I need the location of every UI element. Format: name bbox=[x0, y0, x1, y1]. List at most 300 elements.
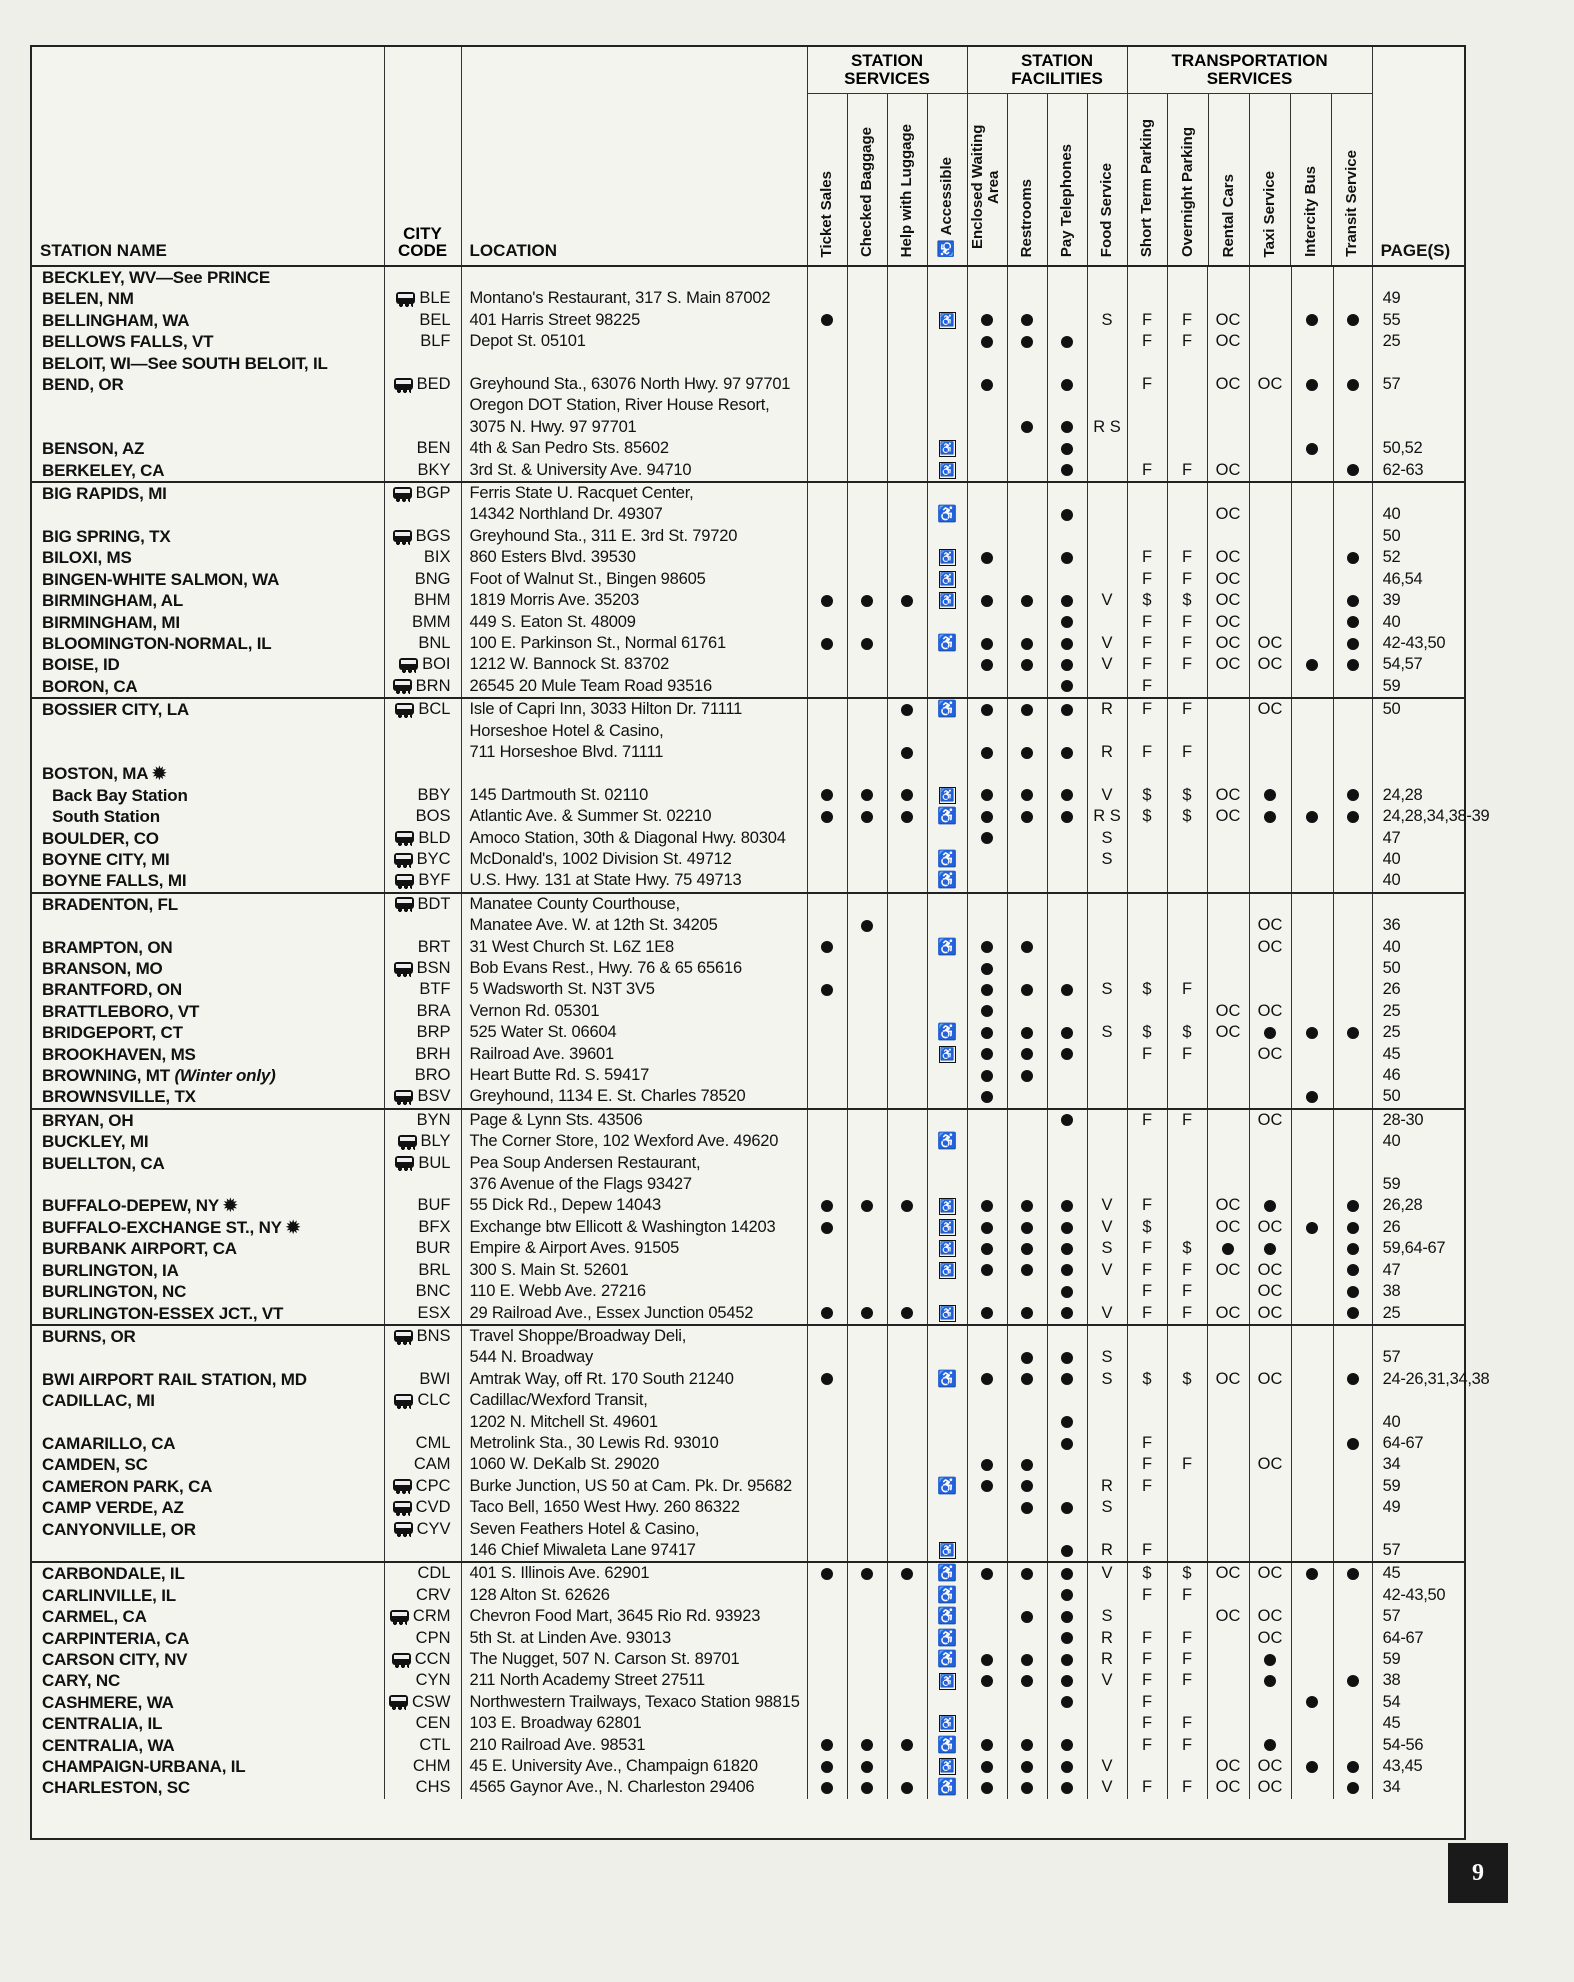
station-name-text: BIRMINGHAM, MI bbox=[42, 612, 180, 632]
pages: 57 bbox=[1372, 1540, 1464, 1562]
service-cell bbox=[1333, 395, 1372, 416]
service-cell bbox=[967, 1131, 1007, 1152]
service-cell bbox=[1007, 1497, 1047, 1518]
service-cell bbox=[927, 958, 967, 979]
table-row bbox=[32, 1777, 1464, 1798]
service-cell bbox=[967, 569, 1007, 590]
pages bbox=[1372, 763, 1464, 784]
service-cell bbox=[1127, 849, 1167, 870]
available-dot-icon bbox=[1306, 1696, 1318, 1708]
pages: 38 bbox=[1372, 1670, 1464, 1691]
service-cell bbox=[1207, 1217, 1249, 1238]
service-cell bbox=[1047, 915, 1087, 936]
accessible-icon: ♿ bbox=[937, 938, 957, 956]
service-cell bbox=[1291, 915, 1333, 936]
available-dot-icon bbox=[981, 832, 993, 844]
service-cell bbox=[1207, 1325, 1249, 1347]
service-code: F bbox=[1181, 612, 1193, 631]
service-cell bbox=[847, 1670, 887, 1691]
service-cell bbox=[1087, 1153, 1127, 1174]
service-cell bbox=[1047, 1001, 1087, 1022]
city-code bbox=[384, 1476, 461, 1497]
service-cell bbox=[1007, 1347, 1047, 1368]
service-cell bbox=[887, 1001, 927, 1022]
city-code bbox=[384, 590, 461, 611]
service-cell bbox=[847, 1281, 887, 1302]
service-code: $ bbox=[1142, 1369, 1152, 1388]
city-code bbox=[384, 1238, 461, 1259]
service-code: $ bbox=[1182, 1369, 1192, 1388]
service-cell bbox=[1207, 1086, 1249, 1108]
city-code-text: CRM bbox=[412, 1607, 451, 1626]
available-dot-icon bbox=[1061, 1200, 1073, 1212]
city-code bbox=[384, 353, 461, 374]
service-code: R bbox=[1101, 1476, 1113, 1495]
service-cell bbox=[887, 1109, 927, 1131]
service-cell bbox=[1047, 893, 1087, 915]
location: 29 Railroad Ave., Essex Junction 05452 bbox=[461, 1303, 807, 1325]
service-cell bbox=[927, 1347, 967, 1368]
service-cell bbox=[887, 676, 927, 698]
pages: 40 bbox=[1372, 870, 1464, 892]
pages: 28-30 bbox=[1372, 1109, 1464, 1131]
location: 4565 Gaynor Ave., N. Charleston 29406 bbox=[461, 1777, 807, 1798]
station-name bbox=[32, 266, 384, 288]
service-cell bbox=[887, 742, 927, 763]
available-dot-icon bbox=[861, 1761, 873, 1773]
city-code-text: CYN bbox=[415, 1671, 451, 1690]
table-row bbox=[32, 1412, 1464, 1433]
service-code: OC bbox=[1215, 505, 1241, 524]
service-cell bbox=[1333, 266, 1372, 288]
pages: 25 bbox=[1372, 1001, 1464, 1022]
available-dot-icon bbox=[1021, 659, 1033, 671]
service-cell bbox=[1249, 1692, 1291, 1713]
available-dot-icon bbox=[1347, 1286, 1359, 1298]
city-code-text: BNL bbox=[418, 633, 451, 652]
table-row bbox=[32, 1713, 1464, 1734]
table-row bbox=[32, 1476, 1464, 1497]
table-row bbox=[32, 958, 1464, 979]
service-cell bbox=[887, 1303, 927, 1325]
service-code: F bbox=[1181, 1671, 1193, 1690]
city-code bbox=[384, 1369, 461, 1390]
service-code: OC bbox=[1215, 1564, 1241, 1583]
header-taxi-service: Taxi Service bbox=[1260, 170, 1278, 257]
table-row bbox=[32, 1001, 1464, 1022]
station-name bbox=[32, 654, 384, 675]
service-cell bbox=[927, 590, 967, 611]
service-cell bbox=[1207, 1195, 1249, 1216]
service-cell bbox=[1087, 1347, 1127, 1368]
available-dot-icon bbox=[1061, 1114, 1073, 1126]
service-cell bbox=[1087, 438, 1127, 459]
service-cell bbox=[887, 1777, 927, 1798]
available-dot-icon bbox=[1264, 1027, 1276, 1039]
city-code bbox=[384, 1131, 461, 1152]
service-cell bbox=[1127, 1044, 1167, 1065]
available-dot-icon bbox=[1264, 811, 1276, 823]
service-cell bbox=[1249, 1044, 1291, 1065]
service-cell bbox=[1047, 828, 1087, 849]
pages: 34 bbox=[1372, 1777, 1464, 1798]
table-row bbox=[32, 1519, 1464, 1540]
service-cell bbox=[967, 1153, 1007, 1174]
service-cell bbox=[1333, 1065, 1372, 1086]
service-cell bbox=[1249, 331, 1291, 352]
service-cell bbox=[1333, 1174, 1372, 1195]
location: Manatee Ave. W. at 12th St. 34205 bbox=[461, 915, 807, 936]
service-cell bbox=[927, 1065, 967, 1086]
service-code: F bbox=[1181, 1628, 1193, 1647]
service-cell bbox=[1007, 1001, 1047, 1022]
service-cell bbox=[967, 331, 1007, 352]
station-name bbox=[32, 310, 384, 331]
service-cell bbox=[1167, 1217, 1207, 1238]
service-cell bbox=[927, 1260, 967, 1281]
station-name-text: BENSON, AZ bbox=[42, 439, 145, 459]
service-cell bbox=[1087, 1713, 1127, 1734]
service-code: OC bbox=[1215, 1196, 1241, 1215]
station-name-text: BIG RAPIDS, MI bbox=[42, 484, 167, 504]
service-cell bbox=[1087, 676, 1127, 698]
city-code bbox=[384, 698, 461, 720]
service-cell bbox=[967, 1433, 1007, 1454]
station-name-text: BUCKLEY, MI bbox=[42, 1132, 149, 1152]
pages: 57 bbox=[1372, 1606, 1464, 1627]
timetable-page bbox=[30, 45, 1490, 1840]
service-cell bbox=[1047, 849, 1087, 870]
location: Foot of Walnut St., Bingen 98605 bbox=[461, 569, 807, 590]
service-cell bbox=[847, 1238, 887, 1259]
service-cell bbox=[807, 1086, 847, 1108]
station-name bbox=[32, 915, 384, 936]
service-cell bbox=[927, 1585, 967, 1606]
station-name bbox=[32, 482, 384, 504]
service-cell bbox=[1127, 460, 1167, 482]
pages: 40 bbox=[1372, 612, 1464, 633]
group-station-services: STATION SERVICES bbox=[808, 47, 967, 94]
service-cell bbox=[807, 1756, 847, 1777]
service-cell bbox=[1249, 569, 1291, 590]
service-cell bbox=[1047, 288, 1087, 309]
service-cell bbox=[1087, 417, 1127, 438]
service-cell bbox=[1291, 1174, 1333, 1195]
city-code bbox=[384, 266, 461, 288]
service-cell bbox=[1087, 1195, 1127, 1216]
service-cell bbox=[1087, 1476, 1127, 1497]
service-cell bbox=[1087, 698, 1127, 720]
service-cell bbox=[1167, 1347, 1207, 1368]
service-code: OC bbox=[1215, 1023, 1241, 1042]
city-code bbox=[384, 1022, 461, 1043]
service-cell bbox=[1127, 1065, 1167, 1086]
service-cell bbox=[1167, 438, 1207, 459]
service-cell bbox=[1207, 1649, 1249, 1670]
service-cell bbox=[807, 828, 847, 849]
service-cell bbox=[1207, 958, 1249, 979]
available-dot-icon bbox=[1021, 1352, 1033, 1364]
available-dot-icon bbox=[1021, 984, 1033, 996]
service-cell bbox=[847, 849, 887, 870]
location: Horseshoe Hotel & Casino, bbox=[461, 721, 807, 742]
service-cell bbox=[1333, 1649, 1372, 1670]
station-name-text: BELLOWS FALLS, VT bbox=[42, 332, 214, 352]
service-code: R S bbox=[1093, 807, 1121, 826]
service-cell bbox=[887, 1086, 927, 1108]
available-dot-icon bbox=[981, 1373, 993, 1385]
service-cell bbox=[887, 1756, 927, 1777]
service-cell bbox=[1007, 1022, 1047, 1043]
table-row bbox=[32, 1649, 1464, 1670]
service-cell bbox=[927, 460, 967, 482]
table-row bbox=[32, 1347, 1464, 1368]
service-cell bbox=[847, 763, 887, 784]
service-cell bbox=[1249, 1540, 1291, 1562]
service-cell bbox=[1167, 1086, 1207, 1108]
accessible-boxed-icon: ♿ bbox=[939, 787, 955, 802]
service-cell bbox=[847, 1735, 887, 1756]
service-cell bbox=[927, 1692, 967, 1713]
station-name bbox=[32, 1670, 384, 1691]
service-cell bbox=[1047, 569, 1087, 590]
station-name bbox=[32, 569, 384, 590]
service-cell bbox=[927, 1540, 967, 1562]
available-dot-icon bbox=[1347, 464, 1359, 476]
service-cell bbox=[847, 590, 887, 611]
station-name-text: BOISE, ID bbox=[42, 655, 120, 675]
service-cell bbox=[1007, 1390, 1047, 1411]
service-cell bbox=[847, 893, 887, 915]
service-cell bbox=[1047, 1325, 1087, 1347]
service-cell bbox=[927, 1476, 967, 1497]
service-cell bbox=[1047, 1086, 1087, 1108]
service-code: F bbox=[1141, 633, 1153, 652]
service-cell bbox=[1249, 958, 1291, 979]
service-code: OC bbox=[1257, 1628, 1283, 1647]
service-cell bbox=[1127, 1692, 1167, 1713]
service-cell bbox=[1167, 1303, 1207, 1325]
service-cell bbox=[847, 828, 887, 849]
available-dot-icon bbox=[1021, 1611, 1033, 1623]
service-cell bbox=[1127, 612, 1167, 633]
service-code: R bbox=[1101, 742, 1113, 761]
available-dot-icon bbox=[1347, 1200, 1359, 1212]
service-cell bbox=[1333, 893, 1372, 915]
service-cell bbox=[807, 1065, 847, 1086]
service-cell bbox=[1127, 1628, 1167, 1649]
service-cell bbox=[1207, 1777, 1249, 1798]
header-pay-telephones: Pay Telephones bbox=[1058, 143, 1075, 257]
city-code bbox=[384, 1713, 461, 1734]
pages: 26 bbox=[1372, 979, 1464, 1000]
location: 860 Esters Blvd. 39530 bbox=[461, 547, 807, 568]
table-row bbox=[32, 417, 1464, 438]
service-cell bbox=[1207, 979, 1249, 1000]
table-row bbox=[32, 870, 1464, 892]
service-cell bbox=[1047, 979, 1087, 1000]
location: 146 Chief Miwaleta Lane 97417 bbox=[461, 1540, 807, 1562]
location: 544 N. Broadway bbox=[461, 1347, 807, 1368]
service-cell bbox=[1333, 612, 1372, 633]
service-cell bbox=[1333, 331, 1372, 352]
service-code: OC bbox=[1215, 310, 1241, 329]
service-cell bbox=[887, 1260, 927, 1281]
bus-icon bbox=[393, 1479, 412, 1491]
city-code bbox=[384, 1303, 461, 1325]
service-cell bbox=[1291, 1476, 1333, 1497]
service-cell bbox=[1207, 676, 1249, 698]
pages: 54-56 bbox=[1372, 1735, 1464, 1756]
station-name bbox=[32, 374, 384, 395]
service-cell bbox=[1333, 742, 1372, 763]
service-cell bbox=[927, 1390, 967, 1411]
location: Seven Feathers Hotel & Casino, bbox=[461, 1519, 807, 1540]
service-cell bbox=[1333, 1713, 1372, 1734]
pages: 40 bbox=[1372, 849, 1464, 870]
service-cell bbox=[1087, 504, 1127, 525]
service-cell bbox=[1291, 1131, 1333, 1152]
available-dot-icon bbox=[1061, 1438, 1073, 1450]
station-name-text: BELOIT, WI—See SOUTH BELOIT, IL bbox=[42, 353, 328, 373]
station-name-text: BOYNE CITY, MI bbox=[42, 849, 170, 869]
service-cell bbox=[1291, 1065, 1333, 1086]
service-cell bbox=[927, 1519, 967, 1540]
city-code bbox=[384, 569, 461, 590]
service-cell bbox=[1291, 612, 1333, 633]
available-dot-icon bbox=[1061, 1307, 1073, 1319]
service-code: F bbox=[1141, 569, 1153, 588]
service-code: OC bbox=[1215, 807, 1241, 826]
service-cell bbox=[1167, 374, 1207, 395]
service-code: OC bbox=[1257, 1001, 1283, 1020]
service-cell bbox=[807, 1540, 847, 1562]
service-cell bbox=[807, 1217, 847, 1238]
available-dot-icon bbox=[1306, 379, 1318, 391]
available-dot-icon bbox=[1347, 1761, 1359, 1773]
location: 55 Dick Rd., Depew 14043 bbox=[461, 1195, 807, 1216]
accessible-boxed-icon: ♿ bbox=[939, 550, 955, 565]
available-dot-icon bbox=[1061, 336, 1073, 348]
service-cell bbox=[1167, 676, 1207, 698]
service-cell bbox=[1333, 1153, 1372, 1174]
service-cell bbox=[807, 460, 847, 482]
service-cell bbox=[927, 1217, 967, 1238]
service-cell bbox=[1249, 1713, 1291, 1734]
city-code-text: BCL bbox=[418, 700, 451, 719]
station-name bbox=[32, 438, 384, 459]
available-dot-icon bbox=[1347, 789, 1359, 801]
pages: 45 bbox=[1372, 1562, 1464, 1584]
service-code: V bbox=[1101, 655, 1113, 674]
service-code: F bbox=[1141, 1650, 1153, 1668]
table-row bbox=[32, 374, 1464, 395]
service-cell bbox=[1333, 828, 1372, 849]
service-cell bbox=[1167, 1670, 1207, 1691]
service-cell bbox=[1167, 849, 1207, 870]
city-code-text: BSN bbox=[416, 959, 451, 977]
available-dot-icon bbox=[821, 1307, 833, 1319]
station-name-text: BELLINGHAM, WA bbox=[42, 310, 190, 330]
service-cell bbox=[927, 654, 967, 675]
available-dot-icon bbox=[981, 336, 993, 348]
header-row bbox=[32, 47, 1464, 266]
service-cell bbox=[847, 785, 887, 806]
available-dot-icon bbox=[981, 638, 993, 650]
service-code: $ bbox=[1142, 1564, 1152, 1583]
service-cell bbox=[927, 806, 967, 827]
service-cell bbox=[967, 893, 1007, 915]
pages bbox=[1372, 1153, 1464, 1174]
service-cell bbox=[967, 1303, 1007, 1325]
city-code-text: BYC bbox=[416, 849, 451, 868]
service-cell bbox=[1249, 288, 1291, 309]
service-cell bbox=[1047, 1347, 1087, 1368]
station-name-text: CAMP VERDE, AZ bbox=[42, 1498, 184, 1518]
service-code: OC bbox=[1257, 1110, 1283, 1129]
station-name-text: CASHMERE, WA bbox=[42, 1692, 174, 1712]
pages: 25 bbox=[1372, 1022, 1464, 1043]
service-cell bbox=[1291, 958, 1333, 979]
service-cell bbox=[887, 1044, 927, 1065]
service-cell bbox=[927, 374, 967, 395]
service-cell bbox=[967, 1022, 1007, 1043]
service-cell bbox=[1291, 1713, 1333, 1734]
service-cell bbox=[807, 353, 847, 374]
service-cell bbox=[1007, 288, 1047, 309]
service-cell bbox=[967, 1756, 1007, 1777]
service-cell bbox=[1127, 1303, 1167, 1325]
available-dot-icon bbox=[901, 747, 913, 759]
service-cell bbox=[1127, 698, 1167, 720]
service-cell bbox=[1047, 1174, 1087, 1195]
available-dot-icon bbox=[1061, 1027, 1073, 1039]
service-cell bbox=[1333, 590, 1372, 611]
accessible-icon: ♿ bbox=[937, 1629, 957, 1647]
available-dot-icon bbox=[1222, 1243, 1234, 1255]
service-cell bbox=[1249, 1303, 1291, 1325]
station-name-text: BWI AIRPORT RAIL STATION, MD bbox=[42, 1369, 307, 1389]
table-row bbox=[32, 331, 1464, 352]
available-dot-icon bbox=[1021, 1222, 1033, 1234]
service-cell bbox=[967, 1347, 1007, 1368]
service-cell bbox=[807, 763, 847, 784]
service-code: OC bbox=[1215, 1757, 1241, 1776]
service-cell bbox=[1249, 526, 1291, 547]
service-cell bbox=[1207, 1238, 1249, 1259]
available-dot-icon bbox=[1347, 552, 1359, 564]
service-cell bbox=[1087, 1369, 1127, 1390]
service-cell bbox=[1047, 1777, 1087, 1798]
service-cell bbox=[1007, 1735, 1047, 1756]
service-cell bbox=[1007, 482, 1047, 504]
service-cell bbox=[807, 1195, 847, 1216]
location bbox=[461, 266, 807, 288]
station-name-text: BURLINGTON, IA bbox=[42, 1260, 179, 1280]
service-cell bbox=[1087, 979, 1127, 1000]
service-cell bbox=[1249, 937, 1291, 958]
header-help-luggage: Help with Luggage bbox=[898, 123, 915, 257]
service-cell bbox=[1047, 353, 1087, 374]
station-name-text: BORON, CA bbox=[42, 676, 138, 696]
station-name bbox=[32, 1174, 384, 1195]
pages: 47 bbox=[1372, 1260, 1464, 1281]
accessible-boxed-icon: ♿ bbox=[939, 593, 955, 608]
service-cell bbox=[1207, 1585, 1249, 1606]
service-cell bbox=[1333, 526, 1372, 547]
available-dot-icon bbox=[1061, 1611, 1073, 1623]
service-cell bbox=[887, 1390, 927, 1411]
